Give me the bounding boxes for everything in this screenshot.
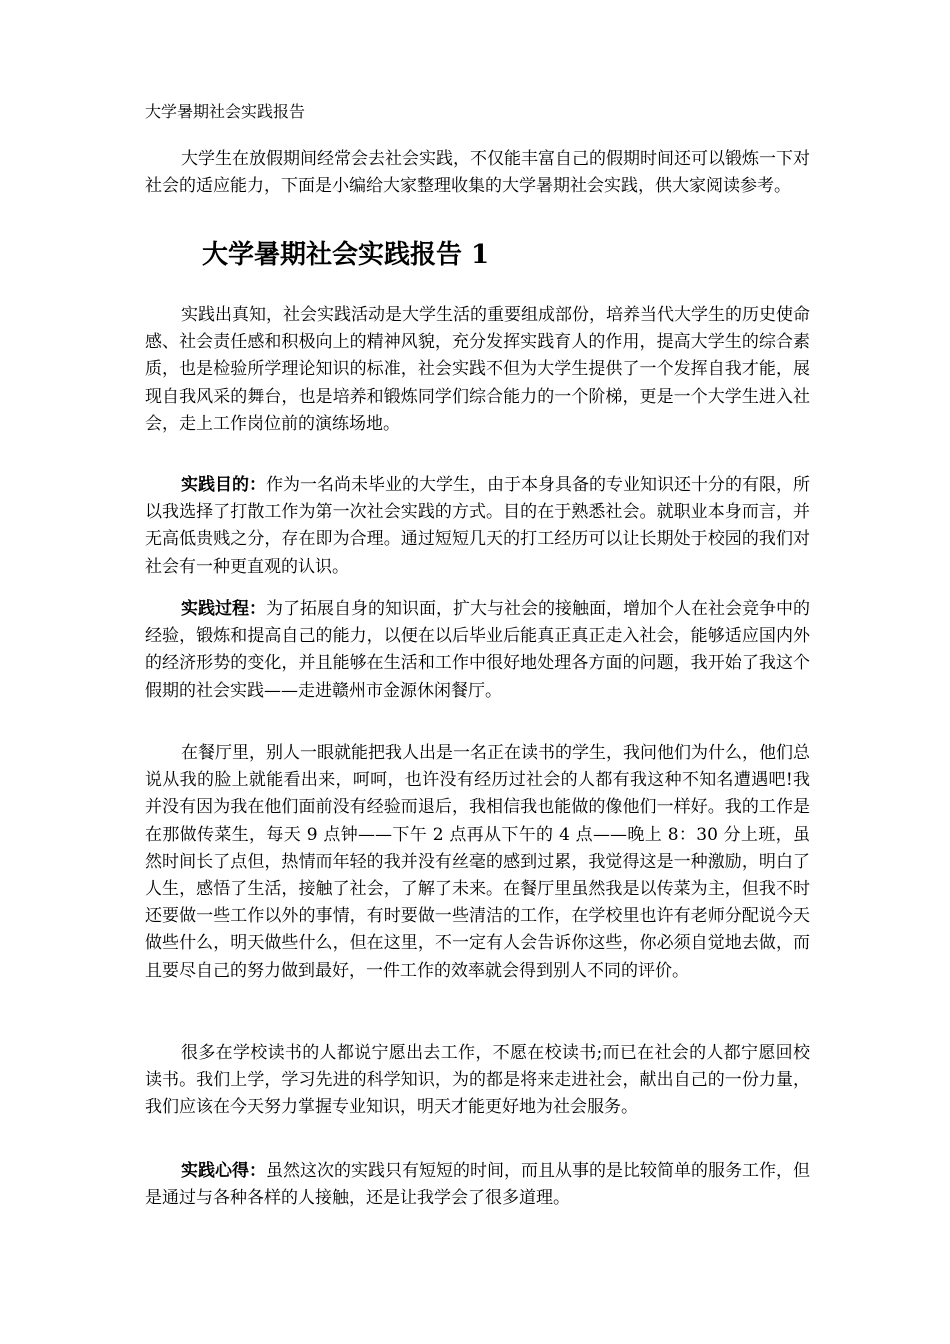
paragraph-purpose	[145, 472, 810, 581]
process-text: 为了拓展自身的知识面，扩大与社会的接触面，增加个人在社会竞争中的经验，锻炼和提高自己的能力，以便在以后毕业后能真正真正走入社会，能够适应国内外的经济形势的变化，并且能够在生活和工作中很好地处理各方面的问题，我开始了我这个假期的社会实践——走进赣州市金源休闲餐厅。	[145, 599, 810, 701]
paragraph-reflection	[145, 1158, 810, 1212]
document-title: 大学暑期社会实践报告	[145, 102, 306, 121]
reflection-label: 实践心得：	[181, 1161, 266, 1181]
section-heading: 大学暑期社会实践报告 1	[202, 240, 490, 270]
intro-paragraph: 大学生在放假期间经常会去社会实践，不仅能丰富自己的假期时间还可以锻炼一下对社会的适应能力，下面是小编给大家整理收集的大学暑期社会实践，供大家阅读参考。	[145, 149, 810, 197]
reflection-text: 虽然这次的实践只有短短的时间，而且从事的是比较简单的服务工作，但是通过与各种各样的人接触，还是让我学会了很多道理。	[145, 1161, 810, 1209]
purpose-text: 作为一名尚未毕业的大学生，由于本身具备的专业知识还十分的有限，所以我选择了打散工作为第一次社会实践的方式。目的在于熟悉社会。就职业本身而言，并无高低贵贱之分，存在即为合理。通过短短几天的打工经历可以让长期处于校园的我们对社会有一种更直观的认识。	[145, 475, 810, 577]
paragraph-introduction: 实践出真知，社会实践活动是大学生活的重要组成部份，培养当代大学生的历史使命感、社会责任感和积极向上的精神风貌，充分发挥实践育人的作用，提高大学生的综合素质，也是检验所学理论知识的标准，社会实践不但为大学生提供了一个发挥自我才能，展现自我风采的舞台，也是培养和锻炼同学们综合能力的一个阶梯，更是一个大学生进入社会，走上工作岗位前的演练场地。	[145, 305, 810, 434]
process-label: 实践过程：	[181, 599, 266, 619]
purpose-label: 实践目的：	[181, 475, 266, 495]
paragraph-study: 很多在学校读书的人都说宁愿出去工作，不愿在校读书;而已在社会的人都宁愿回校读书。我们上学，学习先进的科学知识，为的都是将来走进社会，献出自己的一份力量，我们应该在今天努力掌握专业知识，明天才能更好地为社会服务。	[145, 1043, 810, 1118]
paragraph-restaurant: 在餐厅里，别人一眼就能把我人出是一名正在读书的学生，我问他们为什么，他们总说从我的脸上就能看出来，呵呵，也许没有经历过社会的人都有我这种不知名遭遇吧!我并没有因为我在他们面前没有经验而退后，我相信我也能做的像他们一样好。我的工作是在那做传菜生，每天 9 点钟——下午 2 点再从下午的 4 点——晚上 8：30 分上班，虽然时间长了点但，热情而年轻的我并没有丝毫的感到过累，我觉得这是一种激励，明白了人生，感悟了生活，接触了社会，了解了未来。在餐厅里虽然我是以传菜为主，但我不时还要做一些工作以外的事情，有时要做一些清洁的工作，在学校里也许有老师分配说今天做些什么，明天做些什么，但在这里，不一定有人会告诉你这些，你必须自觉地去做，而且要尽自己的努力做到最好，一件工作的效率就会得到别人不同的评价。	[145, 743, 810, 981]
paragraph-process	[145, 596, 810, 705]
